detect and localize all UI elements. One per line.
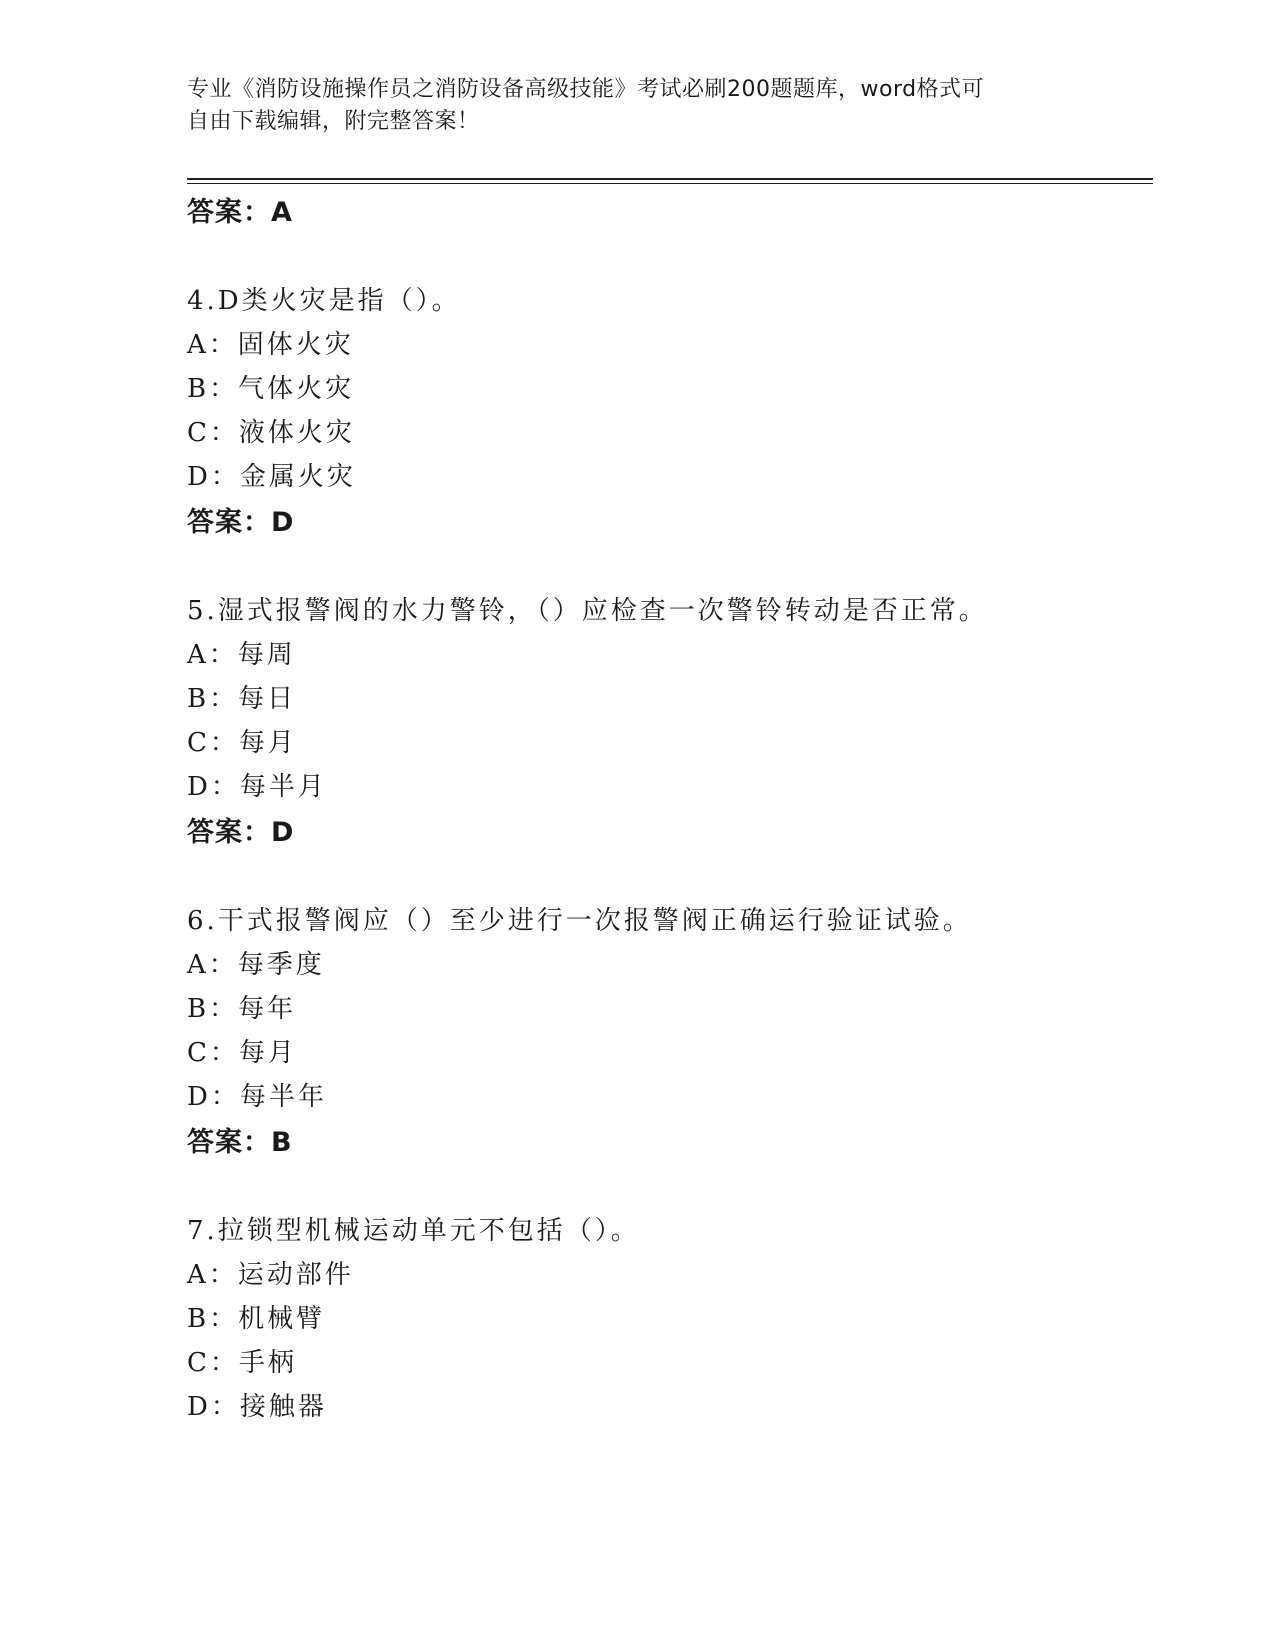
question-7-option-a: A：运动部件 [187, 1260, 354, 1290]
question-5-option-d: D：每半月 [187, 772, 327, 802]
question-5-answer: 答案：D [187, 817, 295, 848]
question-4-option-c: C：液体火灾 [187, 418, 355, 448]
question-5-option-a: A：每周 [187, 640, 296, 670]
question-5-option-c: C：每月 [187, 728, 297, 758]
question-6-option-d: D：每半年 [187, 1082, 327, 1112]
header-divider-thin [187, 183, 1153, 184]
question-6-option-a: A：每季度 [187, 950, 325, 980]
document-header [187, 74, 1067, 138]
question-4-answer: 答案：D [187, 507, 295, 538]
question-7-option-d: D：接触器 [187, 1392, 327, 1422]
header-line-1: 专业《消防设施操作员之消防设备高级技能》考试必刷200题题库，word格式可 [187, 77, 985, 102]
question-5-option-b: B：每日 [187, 684, 297, 714]
question-4: 4.D类火灾是指（）。 [187, 286, 461, 316]
question-6-option-b: B：每年 [187, 994, 297, 1024]
question-4-option-d: D：金属火灾 [187, 462, 356, 492]
header-divider-thick [187, 178, 1153, 180]
answer-prev: 答案：A [187, 197, 293, 228]
question-6-answer: 答案：B [187, 1127, 293, 1158]
header-line-2: 自由下载编辑，附完整答案！ [187, 109, 480, 134]
question-7: 7.拉锁型机械运动单元不包括（）。 [187, 1216, 640, 1246]
question-4-option-a: A：固体火灾 [187, 330, 354, 360]
question-5: 5.湿式报警阀的水力警铃，（）应检查一次警铃转动是否正常。 [187, 596, 988, 626]
question-4-option-b: B：气体火灾 [187, 374, 355, 404]
question-7-option-c: C：手柄 [187, 1348, 297, 1378]
question-7-option-b: B：机械臂 [187, 1304, 326, 1334]
question-6: 6.干式报警阀应（）至少进行一次报警阀正确运行验证试验。 [187, 906, 972, 936]
question-6-option-c: C：每月 [187, 1038, 297, 1068]
